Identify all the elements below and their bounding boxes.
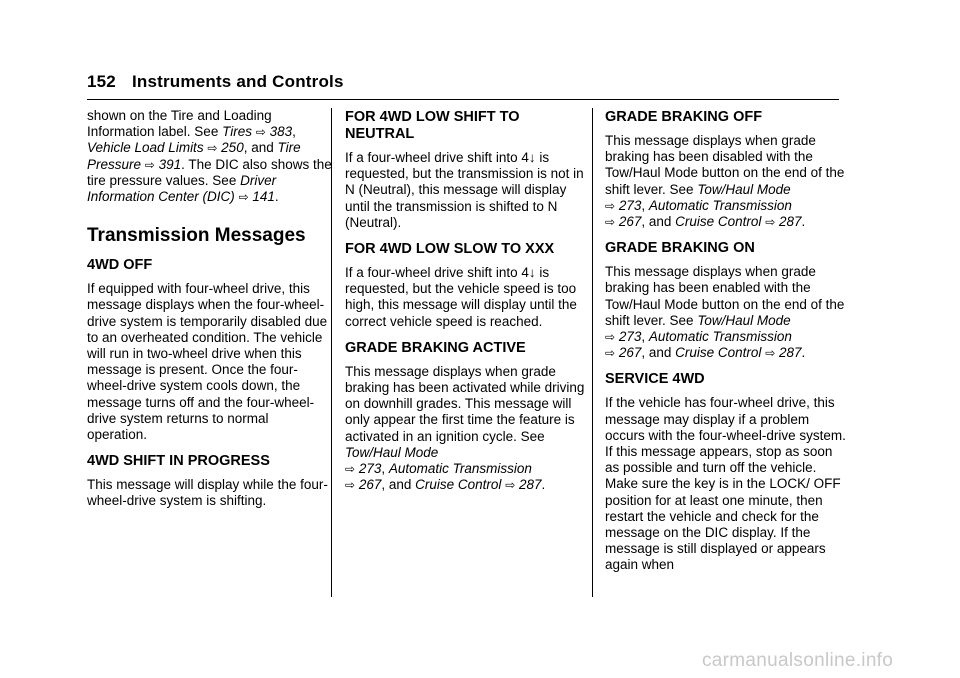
page-ref-arrow-icon: ⇨ [605, 198, 616, 213]
paragraph-grade-braking-off: This message displays when grade braking has been disabled with the Tow/Haul Mode button on the end of the shift lever. See Tow/Haul Mode ⇨ 273, Automatic Transmission ⇨ 267, and Cruise Control ⇨ 287. [605, 133, 845, 230]
page-ref-141[interactable]: 141 [252, 189, 275, 205]
paragraph-grade-braking-active: This message displays when grade braking has been activated while driving on downhill grades. This message will only appear the first time the feature is activated in an ignition cycle. See Tow/Haul Mode ⇨ 273, Automatic Transmission ⇨ 267, and Cruise Control ⇨ 287. [345, 363, 585, 493]
heading-transmission-messages: Transmission Messages [87, 225, 306, 247]
page-ref-arrow-icon: ⇨ [605, 215, 616, 230]
page-ref-arrow-icon: ⇨ [765, 215, 776, 230]
column-3 [605, 108, 850, 574]
paragraph-4wd-shift-in-progress: This message will display while the four-wheel-drive system is shifting. [87, 477, 328, 509]
heading-4wd-shift-in-progress: 4WD SHIFT IN PROGRESS [87, 453, 270, 470]
paragraph-4wd-off: If equipped with four-wheel drive, this message displays when the four-wheel-drive system is temporarily disabled due to an overheated condition. The vehicle will run in two-wheel drive when this message is present. Once the four-wheel-drive system cools down, the message turns off and the four-wheel-drive system returns to normal operation. [87, 281, 328, 443]
heading-grade-braking-on: GRADE BRAKING ON [605, 240, 755, 257]
heading-4wd-low-slow: FOR 4WD LOW SLOW TO XXX [345, 241, 555, 258]
page-header [87, 72, 839, 98]
paragraph-4wd-low-shift-neutral: If a four-wheel drive shift into 4↓ is requested, but the transmission is not in N (Neutral), this message will display until the transmission is shifted to N (Neutral). [345, 150, 584, 230]
page-ref-267[interactable]: 267 [618, 345, 642, 361]
page-ref-arrow-icon: ⇨ [345, 462, 356, 477]
heading-service-4wd: SERVICE 4WD [605, 371, 705, 388]
heading-grade-braking-off: GRADE BRAKING OFF [605, 109, 763, 125]
page-ref-273[interactable]: 273 [618, 197, 642, 213]
heading-4wd-off: 4WD OFF [87, 257, 153, 274]
page-ref-287[interactable]: 287 [779, 214, 802, 230]
link-driver-information-center[interactable]: Driver Information Center (DIC) [87, 172, 277, 205]
low-range-arrow-icon: ↓ [528, 150, 536, 165]
low-range-arrow-icon: ↓ [528, 265, 536, 281]
page-number: 152 [87, 72, 116, 91]
page-ref-267[interactable]: 267 [618, 214, 642, 230]
column-2 [345, 108, 590, 493]
paragraph-grade-braking-on: This message displays when grade braking has been enabled with the Tow/Haul Mode button on the end of the shift lever. See Tow/Haul Mode ⇨ 273, Automatic Transmission ⇨ 267, and Cruise Control ⇨ 287. [605, 264, 845, 361]
heading-grade-braking-active: GRADE BRAKING ACTIVE [345, 339, 526, 356]
page-ref-arrow-icon: ⇨ [238, 190, 249, 205]
page-ref-arrow-icon: ⇨ [345, 478, 356, 493]
page-ref-273[interactable]: 273 [618, 329, 642, 345]
page-ref-arrow-icon: ⇨ [255, 125, 266, 140]
paragraph-4wd-low-slow: If a four-wheel drive shift into 4↓ is requested, but the vehicle speed is too high, this message will display until the correct vehicle speed is reached. [345, 265, 577, 329]
column-1 [87, 108, 332, 510]
page-ref-267[interactable]: 267 [358, 477, 382, 493]
heading-4wd-low-shift-neutral: FOR 4WD LOW SHIFT TO NEUTRAL [345, 109, 520, 142]
page-ref-arrow-icon: ⇨ [144, 157, 155, 172]
link-tow-haul-mode[interactable]: Tow/Haul Mode [697, 181, 791, 197]
page-ref-arrow-icon: ⇨ [207, 141, 218, 156]
link-cruise-control[interactable]: Cruise Control [675, 345, 762, 361]
link-tow-haul-mode[interactable]: Tow/Haul Mode [345, 444, 439, 460]
link-automatic-transmission[interactable]: Automatic Transmission [648, 197, 792, 213]
paragraph-service-4wd: If the vehicle has four-wheel drive, this message may display if a problem occurs with the four-wheel-drive system. If this message appears, stop as soon as possible and turn off the vehicle. Make sure the key is in the LOCK/ OFF position for at least one minute, then restart the vehicle and check for the message on the DIC display. If the message is still displayed or appears again when [605, 395, 846, 573]
page-ref-273[interactable]: 273 [358, 461, 382, 477]
section-title: Instruments and Controls [131, 72, 344, 91]
link-cruise-control[interactable]: Cruise Control [675, 214, 762, 230]
link-vehicle-load-limits[interactable]: Vehicle Load Limits [87, 140, 204, 156]
page-ref-391[interactable]: 391 [158, 156, 182, 172]
tire-info-paragraph: shown on the Tire and Loading Information label. See Tires ⇨ 383, Vehicle Load Limits ⇨ 250, and Tire Pressure ⇨ 391. The DIC also shows the tire pressure values. See Driver Information Center (DIC) ⇨ 141. [87, 108, 332, 205]
header-rule [87, 99, 839, 100]
page-ref-arrow-icon: ⇨ [505, 478, 516, 493]
watermark: carmanualsonline.info [702, 650, 894, 671]
page-ref-250[interactable]: 250 [221, 140, 244, 156]
link-tow-haul-mode[interactable]: Tow/Haul Mode [697, 312, 791, 328]
page-ref-287[interactable]: 287 [519, 477, 542, 493]
link-tires[interactable]: Tires [222, 124, 252, 140]
link-automatic-transmission[interactable]: Automatic Transmission [648, 329, 792, 345]
page-ref-arrow-icon: ⇨ [765, 346, 776, 361]
page-ref-383[interactable]: 383 [269, 124, 293, 140]
page-ref-arrow-icon: ⇨ [605, 330, 616, 345]
link-cruise-control[interactable]: Cruise Control [415, 477, 502, 493]
page-ref-287[interactable]: 287 [779, 345, 802, 361]
column-divider-2 [592, 108, 593, 597]
link-automatic-transmission[interactable]: Automatic Transmission [388, 461, 532, 477]
link-tire-pressure[interactable]: Tire Pressure [87, 140, 301, 172]
page-ref-arrow-icon: ⇨ [605, 346, 616, 361]
